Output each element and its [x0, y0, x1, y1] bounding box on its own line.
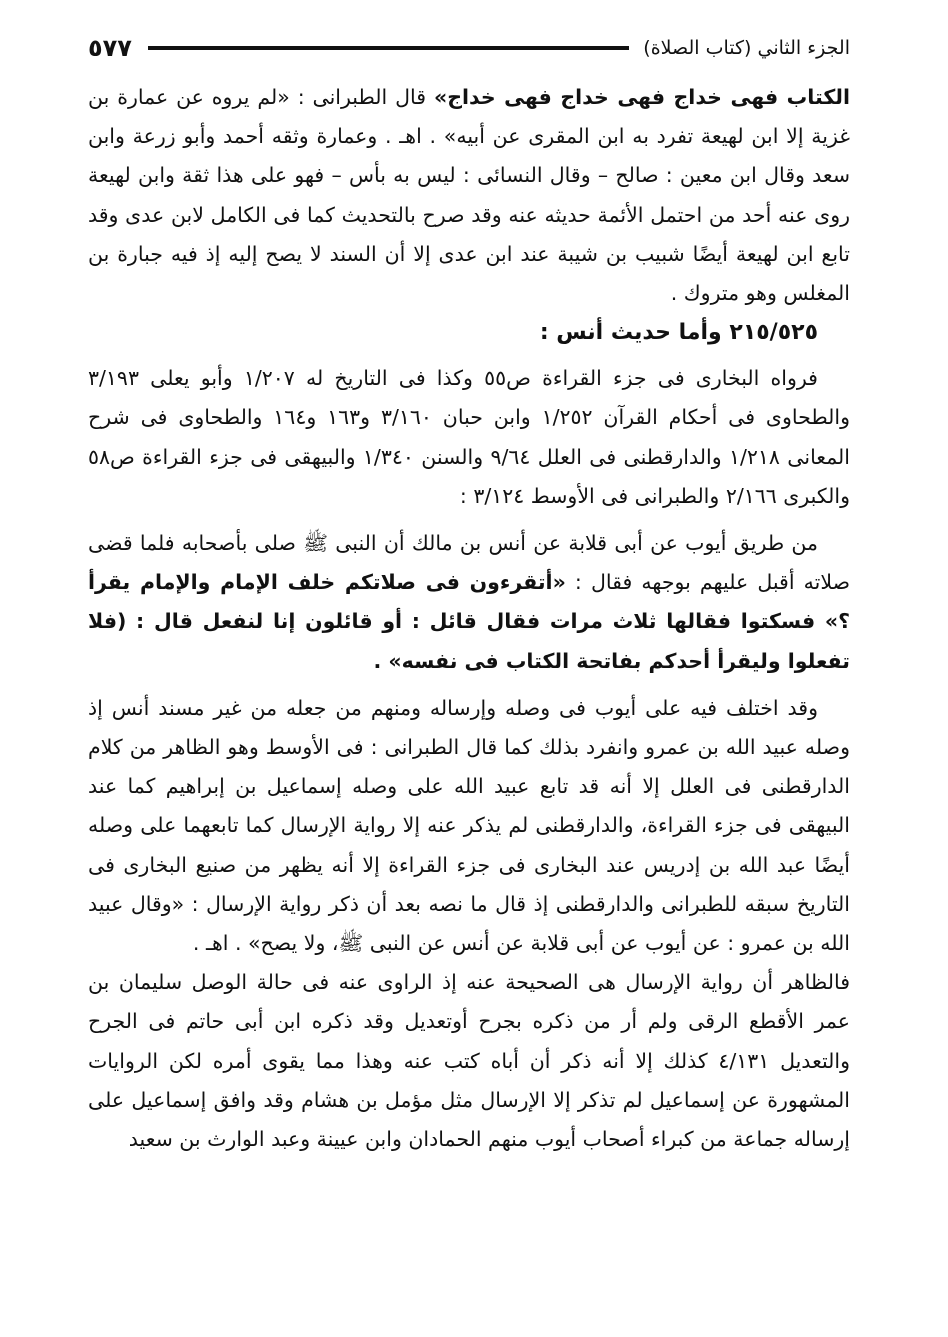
paragraph-1	[88, 78, 850, 313]
paragraph-3	[88, 524, 850, 681]
spacer	[88, 516, 850, 524]
header-rule	[148, 46, 629, 50]
page-header	[88, 28, 850, 68]
bold-hadith: «أتقرءون فى صلاتكم خلف الإمام والإمام يقرأ ؟» فسكتوا فقالها ثلاث مرات فقال قائل : أو قائلون إنا لنفعل قال : (فلا تفعلوا وليقرأ أحدكم بفاتحة الكتاب فى نفسه» .	[88, 570, 850, 673]
section-heading: ٢١٥/٥٢٥ وأما حديث أنس :	[539, 320, 818, 346]
running-title: الجزء الثاني (كتاب الصلاة)	[643, 37, 850, 59]
paragraph-text: من طريق أيوب عن أبى قلابة عن أنس بن مالك أن النبى ﷺ صلى بأصحابه فلما قضى صلاته أقبل عليهم بوجهه فقال :	[88, 531, 850, 595]
page-number: ٥٧٧	[88, 34, 132, 62]
spacer	[88, 681, 850, 689]
paragraph-text: قال الطبرانى : «لم يروه عن عمارة بن غزية إلا ابن لهيعة تفرد به ابن المقرى عن أبيه» . اهـ . وعمارة وثقه أحمد وأبو زرعة وابن سعد وقال ابن معين : صالح – وقال النسائى : ليس به بأس – فهو على هذا ثقة وابن لهيعة روى عنه أحد من احتمل الأئمة حديثه عنه وقد صرح بالتحديث كما فى الكامل لابن عدى وقد تابع ابن لهيعة أيضًا شبيب بن شيبة عند ابن عدى إلا أن السند لا يصح إليه إذ فيه جبارة بن المغلس وهو متروك .	[88, 85, 850, 306]
paragraph-5: فالظاهر أن رواية الإرسال هى الصحيحة عنه إذ الراوى عنه فى حالة الوصل سليمان بن عمر الأقطع الرقى ولم أر من ذكره بجرح أوتعديل وقد ذكره ابن أبى حاتم فى الجرح والتعديل ٤/١٣١ كذلك إلا أنه ذكر أن أباه كتب عنه وهذا مما يقوى أمره لكن الروايات المشهورة عن إسماعيل لم تذكر إلا الإرسال مثل مؤمل بن هشام وقد وافق إسماعيل على إرساله جماعة من كبراء أصحاب أيوب منهم الحمادان وابن عيينة وعبد الوارث بن سعيد	[88, 970, 850, 1152]
bold-quote: الكتاب فهى خداج فهى خداج فهى خداج»	[433, 85, 850, 109]
paragraph-4: وقد اختلف فيه على أيوب فى وصله وإرساله ومنهم من جعله من غير مسند أنس إذ وصله عبيد الله بن عمرو وانفرد بذلك كما قال الطبرانى : فى الأوسط وهو الظاهر من كلام الدارقطنى فى العلل إلا أنه قد تابع عبيد الله على وصله إسماعيل بن إبراهيم كما عند البيهقى فى جزء القراءة، والدارقطنى لم يذكر عنه إلا رواية الإرسال كما تابعهما على وصله أيضًا عبد الله بن إدريس عند البخارى فى جزء القراءة إلا أنه يظهر من صنيع البخارى فى التاريخ سبقه للطبرانى والدارقطنى إذ قال ما نصه بعد أن ذكر رواية الإرسال : «وقال عبيد الله بن عمرو : عن أيوب عن أبى قلابة عن أنس عن النبى ﷺ، ولا يصح» . اهـ .	[88, 695, 850, 956]
paragraph-2: فرواه البخارى فى جزء القراءة ص٥٥ وكذا فى التاريخ له ١/٢٠٧ وأبو يعلى ٣/١٩٣ والطحاوى فى أحكام القرآن ١/٢٥٢ وابن حبان ٣/١٦٠ و١٦٣ و١٦٤ والطحاوى فى شرح المعانى ١/٢١٨ والدارقطنى فى العلل ٩/٦٤ والسنن ١/٣٤٠ والبيهقى فى جزء القراءة ص٥٨ والكبرى ٢/١٦٦ والطبرانى فى الأوسط ٣/١٢٤ :	[88, 366, 850, 508]
